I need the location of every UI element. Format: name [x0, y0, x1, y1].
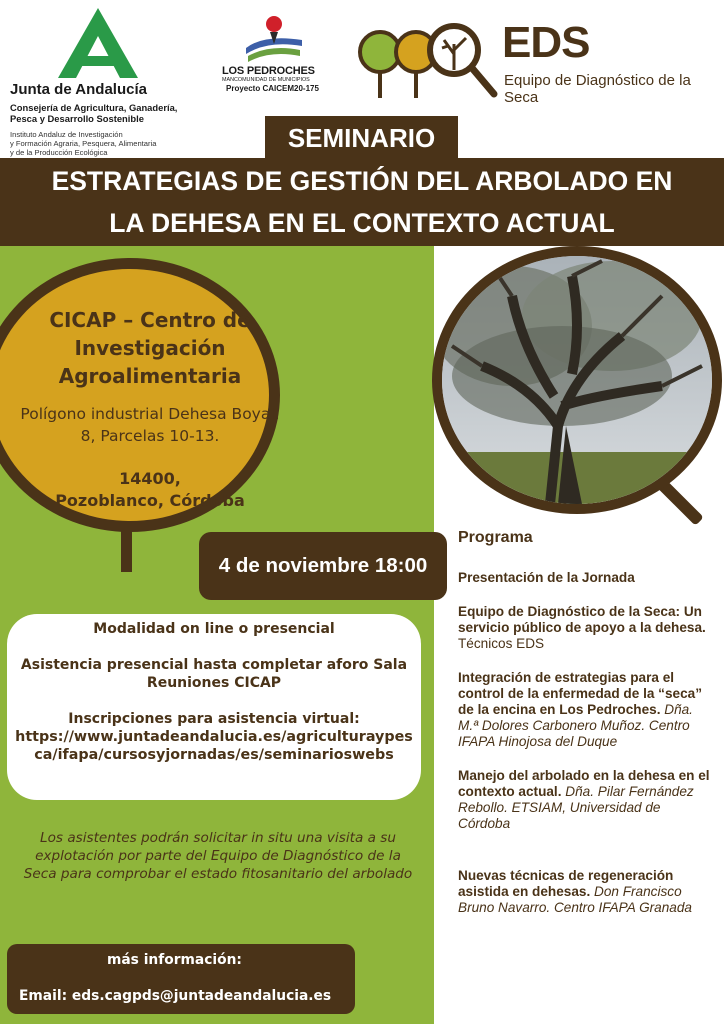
project-code: Proyecto CAICEM20-175 [226, 84, 319, 93]
eds-acronym: EDS [502, 18, 590, 67]
contact-email-link[interactable]: Email: eds.cagpds@juntadeandalucia.es [19, 988, 332, 1004]
junta-andalucia-logo [10, 8, 200, 158]
los-pedroches-logo [218, 14, 328, 98]
program-item: Manejo del arbolado en la dehesa en el contexto actual. Dña. Pilar Fernández Rebollo. ETSIAM, Universidad de Córdoba [458, 768, 710, 831]
seminar-title-band [0, 158, 724, 246]
registration-link[interactable]: https://www.juntadeandalucia.es/agriculturaypesca/ifapa/cursosyjornadas/es/seminarioswebs [15, 729, 413, 763]
program-item: Integración de estrategias para el control de la enfermedad de la “seca” de la encina en Los Pedroches. Dña. M.ª Dolores Carbonero Muñoz. Centro IFAPA Hinojosa del Duque [458, 670, 703, 749]
program-item: Nuevas técnicas de regeneración asistida en dehesas. Don Francisco Bruno Navarro. Centro IFAPA Granada [458, 868, 692, 915]
attendance-info-box [7, 614, 421, 800]
program-section [458, 528, 716, 934]
seminar-title-line-2: LA DEHESA EN EL CONTEXTO ACTUAL [109, 208, 615, 238]
modality-text: Modalidad on line o presencial [93, 621, 335, 637]
program-item: Equipo de Diagnóstico de la Seca: Un servicio público de apoyo a la dehesa. Técnicos EDS [458, 604, 706, 651]
instituto-text: Instituto Andaluz de Investigación y Formación Agraria, Pesquera, Alimentaria y de la Producción Ecológica [10, 130, 157, 157]
program-title: Programa [458, 529, 533, 546]
venue-address: Polígono industrial Dehesa Boyal, 8, Parcelas 10-13. [20, 405, 280, 445]
attendance-text: Asistencia presencial hasta completar aforo Sala Reuniones CICAP [20, 657, 408, 691]
venue-city: 14400, Pozoblanco, Córdoba [55, 469, 245, 510]
seminar-label: SEMINARIO [265, 116, 458, 160]
consejeria-text: Consejería de Agricultura, Ganadería, Pesca y Desarrollo Sostenible [10, 102, 178, 124]
junta-name: Junta de Andalucía [10, 81, 147, 98]
seminar-title-line-1: ESTRATEGIAS DE GESTIÓN DEL ARBOLADO EN [51, 166, 673, 196]
program-item: Presentación de la Jornada [458, 570, 635, 585]
eds-logo [358, 14, 718, 106]
pedroches-name: LOS PEDROCHES [222, 65, 315, 77]
contact-box [7, 944, 355, 1014]
venue-circle-handle [121, 528, 132, 572]
tree-photo [432, 246, 722, 514]
visit-note: Los asistentes podrán solicitar in situ una visita a su explotación por parte del Equipo de Diagnóstico de la Seca para comprobar el estado fitosanitario del arbolado [23, 830, 413, 882]
contact-label: más información: [107, 952, 242, 968]
eds-magnifier-trees-icon [358, 14, 500, 102]
eds-full-name: Equipo de Diagnóstico de la Seca [504, 72, 691, 106]
event-date: 4 de noviembre 18:00 [199, 532, 447, 600]
oak-tree-photo-icon [442, 256, 712, 504]
registration-label: Inscripciones para asistencia virtual: [68, 711, 360, 727]
venue-name: CICAP – Centro de Investigación Agroalimentaria [49, 308, 251, 388]
los-pedroches-emblem-icon [244, 14, 304, 64]
junta-andalucia-emblem-icon [58, 8, 138, 78]
pedroches-subtitle: MANCOMUNIDAD DE MUNICIPIOS [222, 77, 310, 83]
